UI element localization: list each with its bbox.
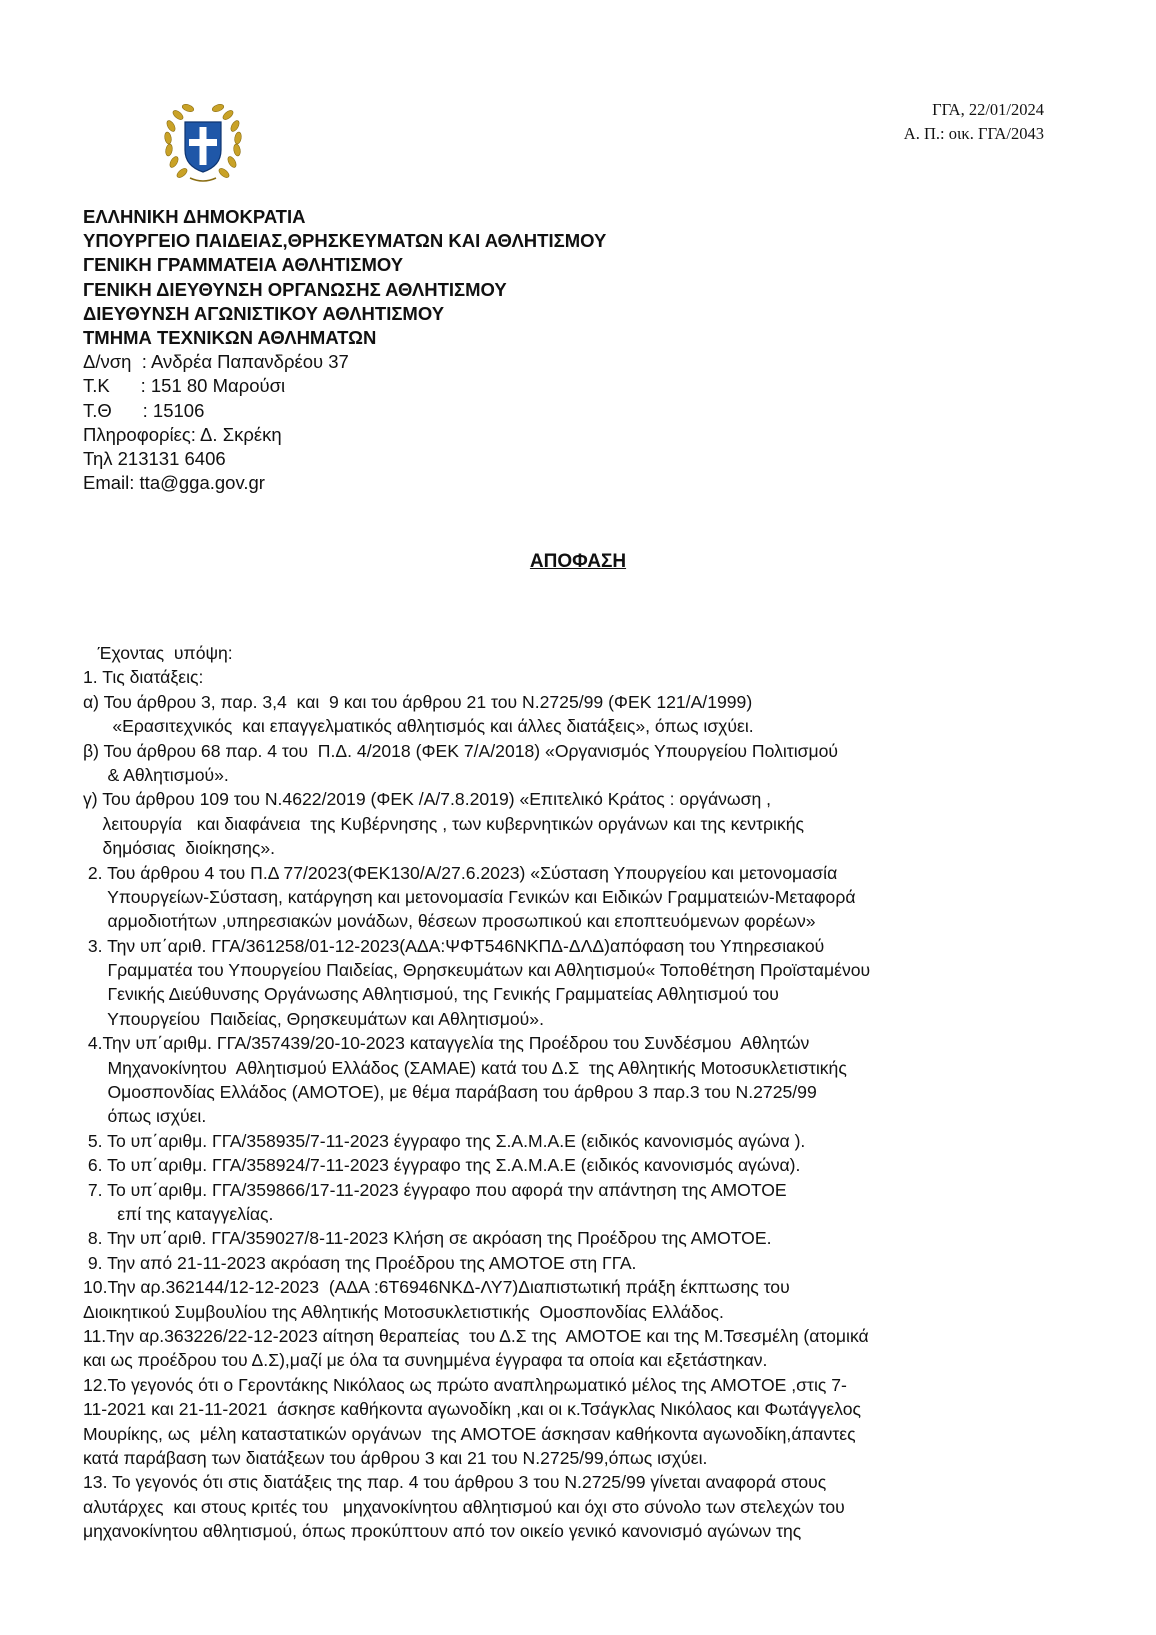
body-text-line: 11-2021 και 21-11-2021 άσκησε καθήκοντα αγωνοδίκη ,και οι κ.Τσάγκλας Νικόλαος και Φωτάγγελος <box>83 1399 861 1420</box>
body-text-line: Γενικής Διεύθυνσης Οργάνωσης Αθλητισμού, της Γενικής Γραμματείας Αθλητισμού του <box>83 984 779 1005</box>
org-line: ΔΙΕΥΘΥΝΣΗ ΑΓΩΝΙΣΤΙΚΟΥ ΑΘΛΗΤΙΣΜΟΥ <box>83 302 445 324</box>
body-text-line: κατά παράβαση των διατάξεων του άρθρου 3 και 21 του Ν.2725/99,όπως ισχύει. <box>83 1447 708 1468</box>
org-line: ΕΛΛΗΝΙΚΗ ΔΗΜΟΚΡΑΤΙΑ <box>83 206 306 227</box>
body-text-line: 12.Το γεγονός ότι ο Γεροντάκης Νικόλαος ως πρώτο αναπληρωματικό μέλος της ΑΜΟΤΟΕ ,στις 7- <box>83 1374 847 1395</box>
body-text-line: 13. Το γεγονός ότι στις διατάξεις της παρ. 4 του άρθρου 3 του Ν.2725/99 γίνεται αναφορά στους <box>83 1472 827 1493</box>
document-title: ΑΠΟΦΑΣΗ <box>529 551 627 572</box>
org-line: ΓΕΝΙΚΗ ΔΙΕΥΘΥΝΣΗ ΟΡΓΑΝΩΣΗΣ ΑΘΛΗΤΙΣΜΟΥ <box>83 278 507 300</box>
body-text-line: 6. Το υπ΄αριθμ. ΓΓΑ/358924/7-11-2023 έγγραφο της Σ.Α.Μ.Α.Ε (ειδικός κανονισμός αγώνα). <box>83 1155 801 1176</box>
hellenic-republic-emblem-icon <box>160 100 246 186</box>
body-text-line: επί της καταγγελίας. <box>83 1203 274 1224</box>
document-body <box>83 641 1083 1543</box>
email-line: Email: tta@gga.gov.gr <box>83 472 265 494</box>
contact-person-line: Πληροφορίες: Δ. Σκρέκη <box>83 423 282 445</box>
org-line: ΥΠΟΥΡΓΕΙΟ ΠΑΙΔΕΙΑΣ,ΘΡΗΣΚΕΥΜΑΤΩΝ ΚΑΙ ΑΘΛΗΤΙΣΜΟΥ <box>83 230 607 252</box>
body-text-line: αρμοδιοτήτων ,υπηρεσιακών μονάδων, θέσεων προσωπικού και εποπτευόμενων φορέων» <box>83 911 816 932</box>
body-text-line: «Ερασιτεχνικός και επαγγελματικός αθλητισμός και άλλες διατάξεις», όπως ισχύει. <box>83 716 754 737</box>
body-text-line: 9. Την από 21-11-2023 ακρόαση της Προέδρου της ΑΜΟΤΟΕ στη ΓΓΑ. <box>83 1252 637 1273</box>
body-text-line: & Αθλητισμού». <box>83 764 229 785</box>
body-text-line: 2. Του άρθρου 4 του Π.Δ 77/2023(ΦΕΚ130/Α/27.6.2023) «Σύσταση Υπουργείου και μετονομασία <box>83 862 838 883</box>
phone-line: Τηλ 213131 6406 <box>83 448 226 470</box>
body-text-line: α) Του άρθρου 3, παρ. 3,4 και 9 και του άρθρου 21 του Ν.2725/99 (ΦΕΚ 121/Α/1999) <box>83 691 753 712</box>
body-text-line: 8. Την υπ΄αριθ. ΓΓΑ/359027/8-11-2023 Κλήση σε ακρόαση της Προέδρου της ΑΜΟΤΟΕ. <box>83 1228 772 1249</box>
letterhead <box>83 205 606 495</box>
body-text-line: Διοικητικού Συμβουλίου της Αθλητικής Μοτοσυκλετιστικής Ομοσπονδίας Ελλάδος. <box>83 1301 724 1322</box>
body-text-line: μηχανοκίνητου αθλητισμού, όπως προκύπτουν από τον οικείο γενικό κανονισμό αγώνων της <box>83 1521 802 1542</box>
body-text-line: Έχοντας υπόψη: <box>83 643 233 663</box>
address-line: Δ/νση : Ανδρέα Παπανδρέου 37 <box>83 351 349 373</box>
body-text-line: δημόσιας διοίκησης». <box>83 838 276 859</box>
body-text-line: 5. Το υπ΄αριθμ. ΓΓΑ/358935/7-11-2023 έγγραφο της Σ.Α.Μ.Α.Ε (ειδικός κανονισμός αγώνα ). <box>83 1130 806 1151</box>
po-box-line: Τ.Θ : 15106 <box>83 399 205 421</box>
org-line: ΓΕΝΙΚΗ ΓΡΑΜΜΑΤΕΙΑ ΑΘΛΗΤΙΣΜΟΥ <box>83 254 404 276</box>
body-text-line: Μουρίκης, ως μέλη καταστατικών οργάνων της ΑΜΟΤΟΕ άσκησαν καθήκοντα αγωνοδίκη,άπαντες <box>83 1423 856 1444</box>
body-text-line: και ως προέδρου του Δ.Σ),μαζί με όλα τα συνημμένα έγγραφα τα οποία και εξετάστηκαν. <box>83 1350 768 1371</box>
org-line: ΤΜΗΜΑ ΤΕΧΝΙΚΩΝ ΑΘΛΗΜΑΤΩΝ <box>83 327 377 349</box>
body-text-line: β) Του άρθρου 68 παρ. 4 του Π.Δ. 4/2018 (ΦΕΚ 7/Α/2018) «Οργανισμός Υπουργείου Πολιτισμού <box>83 740 839 761</box>
body-text-line: 11.Την αρ.363226/22-12-2023 αίτηση θεραπείας του Δ.Σ της ΑΜΟΤΟΕ και της Μ.Τσεσμέλη (ατομικά <box>83 1325 869 1346</box>
document-meta <box>904 98 1044 146</box>
protocol-number: Α. Π.: οικ. ΓΓΑ/2043 <box>903 124 1044 143</box>
body-text-line: Υπουργείου Παιδείας, Θρησκευμάτων και Αθλητισμού». <box>83 1008 544 1029</box>
body-text-line: Μηχανοκίνητου Αθλητισμού Ελλάδος (ΣΑΜΑΕ) κατά του Δ.Σ της Αθλητικής Μοτοσυκλετιστικής <box>83 1057 847 1078</box>
document-date: ΓΓΑ, 22/01/2024 <box>932 100 1044 119</box>
body-text-line: 3. Την υπ΄αριθ. ΓΓΑ/361258/01-12-2023(ΑΔΑ:ΨΦΤ546ΝΚΠΔ-ΔΛΔ)απόφαση του Υπηρεσιακού <box>83 935 825 956</box>
body-text-line: 1. Τις διατάξεις: <box>83 667 204 688</box>
body-text-line: 7. Το υπ΄αριθμ. ΓΓΑ/359866/17-11-2023 έγγραφο που αφορά την απάντηση της ΑΜΟΤΟΕ <box>83 1179 787 1200</box>
body-text-line: 10.Την αρ.362144/12-12-2023 (ΑΔΑ :6Τ6946ΝΚΔ-ΛΥ7)Διαπιστωτική πράξη έκπτωσης του <box>83 1277 790 1298</box>
body-text-line: Γραμματέα του Υπουργείου Παιδείας, Θρησκευμάτων και Αθλητισμού« Τοποθέτηση Προϊσταμένου <box>83 960 871 981</box>
body-text-line: Ομοσπονδίας Ελλάδος (ΑΜΟΤΟΕ), με θέμα παράβαση του άρθρου 3 παρ.3 του Ν.2725/99 <box>83 1082 817 1103</box>
postal-code-line: Τ.Κ : 151 80 Μαρούσι <box>83 375 286 397</box>
body-text-line: αλυτάρχες και στους κριτές του μηχανοκίνητου αθλητισμού και όχι στο σύνολο των στελεχών του <box>83 1496 845 1517</box>
body-text-line: λειτουργία και διαφάνεια της Κυβέρνησης , των κυβερνητικών οργάνων και της κεντρικής <box>83 813 805 834</box>
body-text-line: Υπουργείων-Σύσταση, κατάργηση και μετονομασία Γενικών και Ειδικών Γραμματειών-Μεταφορά <box>83 886 856 907</box>
body-text-line: γ) Του άρθρου 109 του Ν.4622/2019 (ΦΕΚ /Α/7.8.2019) «Επιτελικό Κράτος : οργάνωση , <box>83 789 772 810</box>
body-text-line: 4.Την υπ΄αριθμ. ΓΓΑ/357439/20-10-2023 καταγγελία της Προέδρου του Συνδέσμου Αθλητών <box>83 1033 810 1054</box>
body-text-line: όπως ισχύει. <box>83 1106 207 1127</box>
